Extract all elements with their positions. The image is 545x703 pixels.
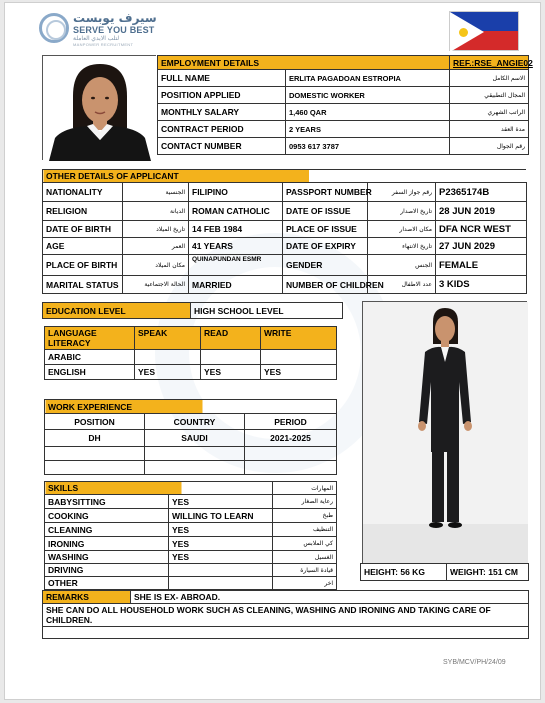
skill-name: CLEANING [45, 523, 169, 537]
philippines-flag-icon [449, 11, 519, 51]
work-country: SAUDI [145, 430, 245, 447]
work-country [145, 447, 245, 461]
label-gender: GENDER [283, 255, 368, 276]
arabic-passport-number: رقم جواز السفر [368, 183, 436, 202]
other-details-header: OTHER DETAILS OF APPLICANT [43, 170, 527, 183]
label-religion: RELIGION [43, 202, 123, 221]
weight-value: WEIGHT: 151 CM [447, 564, 529, 581]
remarks-line-2: SHE CAN DO ALL HOUSEHOLD WORK SUCH AS CLEANING, WASHING AND IRONING AND TAKING CARE OF CHILDREN. [43, 604, 529, 627]
label-nationality: NATIONALITY [43, 183, 123, 202]
label-place-of-birth: PLACE OF BIRTH [43, 255, 123, 276]
value-religion: ROMAN CATHOLIC [189, 202, 283, 221]
label-contract-period: CONTRACT PERIOD [158, 121, 286, 138]
value-gender: FEMALE [436, 255, 527, 276]
skill-name: IRONING [45, 537, 169, 551]
skill-name: BABYSITTING [45, 495, 169, 509]
language-literacy-header: LANGUAGE LITERACY [45, 327, 135, 350]
english-speak: YES [135, 365, 201, 380]
document-code: SYB/MCV/PH/24/09 [443, 659, 506, 666]
skill-arabic: التنظيف [273, 523, 337, 537]
skill-value [169, 564, 273, 577]
value-number-of-children: 3 KIDS [436, 276, 527, 294]
skill-value: YES [169, 537, 273, 551]
arabic-nationality: الجنسية [123, 183, 189, 202]
arabic-date-of-birth: تاريخ الميلاد [123, 221, 189, 238]
value-nationality: FILIPINO [189, 183, 283, 202]
skill-value [169, 577, 273, 590]
skill-name: WASHING [45, 551, 169, 564]
cv-page [4, 2, 541, 700]
skill-arabic: رعاية الصغار [273, 495, 337, 509]
arabic-full-name: الاسم الكامل [450, 70, 529, 87]
read-header: READ [201, 327, 261, 350]
work-period: 2021-2025 [245, 430, 337, 447]
skills-header-arabic: المهارات [273, 482, 337, 495]
employment-details-header: EMPLOYMENT DETAILS [158, 56, 450, 70]
arabic-position-applied: المجال التطبيقي [450, 87, 529, 104]
arabic-contact-number: رقم الجوال [450, 138, 529, 155]
value-marital-status: MARRIED [189, 276, 283, 294]
skill-name: COOKING [45, 509, 169, 523]
reference-number: REF.:RSE_ANGIE02 [450, 56, 529, 70]
logo-subtitle: لتلب الايدي العاملة [73, 36, 120, 42]
arabic-date-of-issue: تاريخ الاصدار [368, 202, 436, 221]
company-logo-icon [39, 13, 69, 43]
skills-header: SKILLS [45, 482, 273, 495]
arabic-monthly-salary: الراتب الشهري [450, 104, 529, 121]
label-monthly-salary: MONTHLY SALARY [158, 104, 286, 121]
arabic-place-of-issue: مكان الاصدار [368, 221, 436, 238]
label-date-of-expiry: DATE OF EXPIRY [283, 238, 368, 255]
education-table [42, 302, 343, 319]
label-position-applied: POSITION APPLIED [158, 87, 286, 104]
applicant-full-body-photo [362, 301, 527, 563]
arabic-write [261, 350, 337, 365]
value-place-of-issue: DFA NCR WEST [436, 221, 527, 238]
value-age: 41 YEARS [189, 238, 283, 255]
remarks-blank-row [43, 627, 529, 639]
work-experience-header: WORK EXPERIENCE [45, 400, 337, 414]
label-passport-number: PASSPORT NUMBER [283, 183, 368, 202]
skill-name: DRIVING [45, 564, 169, 577]
arabic-date-of-expiry: تاريخ الانتهاء [368, 238, 436, 255]
skill-arabic: الغسيل [273, 551, 337, 564]
value-date-of-expiry: 27 JUN 2029 [436, 238, 527, 255]
period-header: PERIOD [245, 414, 337, 430]
position-header: POSITION [45, 414, 145, 430]
value-place-of-birth: QUINAPUNDAN ESMR [189, 255, 283, 276]
arabic-age: العمر [123, 238, 189, 255]
skill-value: YES [169, 551, 273, 564]
remarks-line-1: SHE IS EX- ABROAD. [131, 591, 529, 604]
arabic-read [201, 350, 261, 365]
language-english: ENGLISH [45, 365, 135, 380]
work-experience-table [44, 399, 337, 475]
measurements-table [360, 563, 529, 581]
arabic-contract-period: مدة العقد [450, 121, 529, 138]
other-details-table [42, 169, 527, 294]
arabic-religion: الديانة [123, 202, 189, 221]
arabic-speak [135, 350, 201, 365]
english-write: YES [261, 365, 337, 380]
logo-name: SERVE YOU BEST [73, 25, 155, 35]
language-table [44, 326, 337, 380]
arabic-number-of-children: عدد الاطفال [368, 276, 436, 294]
label-full-name: FULL NAME [158, 70, 286, 87]
arabic-marital-status: الحالة الاجتماعية [123, 276, 189, 294]
label-number-of-children: NUMBER OF CHILDREN [283, 276, 368, 294]
value-passport-number: P2365174B [436, 183, 527, 202]
value-contact-number: 0953 617 3787 [286, 138, 450, 155]
remarks-table [42, 590, 529, 639]
work-position: DH [45, 430, 145, 447]
skill-name: OTHER [45, 577, 169, 590]
skill-arabic: طبخ [273, 509, 337, 523]
language-arabic: ARABIC [45, 350, 135, 365]
label-date-of-issue: DATE OF ISSUE [283, 202, 368, 221]
arabic-gender: الجنس [368, 255, 436, 276]
value-full-name: ERLITA PAGADOAN ESTROPIA [286, 70, 450, 87]
country-header: COUNTRY [145, 414, 245, 430]
label-date-of-birth: DATE OF BIRTH [43, 221, 123, 238]
value-contract-period: 2 YEARS [286, 121, 450, 138]
value-date-of-birth: 14 FEB 1984 [189, 221, 283, 238]
skills-table [44, 481, 337, 590]
work-period [245, 447, 337, 461]
write-header: WRITE [261, 327, 337, 350]
skill-value: YES [169, 495, 273, 509]
value-date-of-issue: 28 JUN 2019 [436, 202, 527, 221]
education-level-value: HIGH SCHOOL LEVEL [191, 303, 343, 319]
applicant-headshot [42, 55, 156, 160]
education-level-label: EDUCATION LEVEL [43, 303, 191, 319]
skill-arabic: قيادة السيارة [273, 564, 337, 577]
work-country [145, 461, 245, 475]
skill-value: WILLING TO LEARN [169, 509, 273, 523]
value-monthly-salary: 1,460 QAR [286, 104, 450, 121]
logo-subtitle-en: MANPOWER RECRUITMENT [73, 42, 134, 47]
label-age: AGE [43, 238, 123, 255]
remarks-header: REMARKS [43, 591, 131, 604]
skill-arabic: كي الملابس [273, 537, 337, 551]
skill-value: YES [169, 523, 273, 537]
arabic-place-of-birth: مكان الميلاد [123, 255, 189, 276]
work-position [45, 447, 145, 461]
employment-details-table [157, 55, 533, 155]
english-read: YES [201, 365, 261, 380]
label-place-of-issue: PLACE OF ISSUE [283, 221, 368, 238]
work-position [45, 461, 145, 475]
value-position-applied: DOMESTIC WORKER [286, 87, 450, 104]
work-period [245, 461, 337, 475]
speak-header: SPEAK [135, 327, 201, 350]
height-value: HEIGHT: 56 KG [361, 564, 447, 581]
label-contact-number: CONTACT NUMBER [158, 138, 286, 155]
logo-arabic: سيرف يوبست [73, 11, 157, 25]
label-marital-status: MARITAL STATUS [43, 276, 123, 294]
skill-arabic: اخر [273, 577, 337, 590]
